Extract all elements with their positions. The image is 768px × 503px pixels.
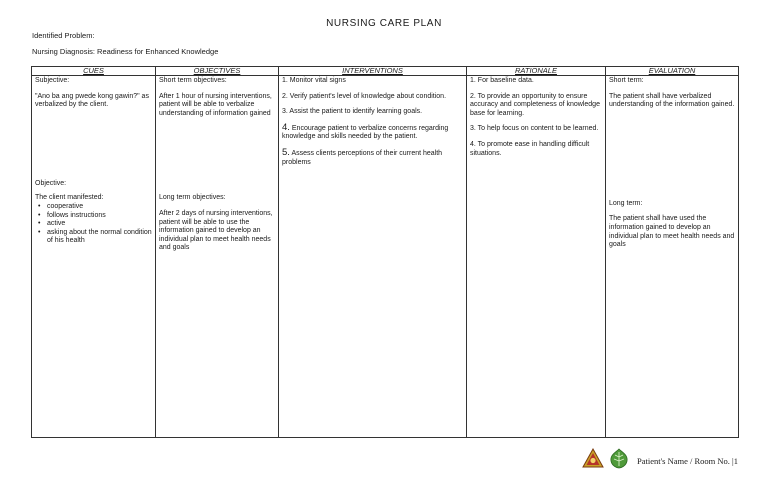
subjective-label: Subjective: — [35, 77, 70, 84]
long-term-objectives-label: Long term objectives: — [159, 194, 226, 202]
item-text: Encourage patient to verbalize concerns regarding knowledge and skills needed by the patient. — [282, 124, 449, 141]
objective-list — [35, 203, 152, 246]
short-term-objectives-label: Short term objectives: — [159, 77, 227, 84]
rationale-item — [470, 141, 602, 158]
item-number: 2. — [470, 92, 476, 100]
item-text: Verify patient's level of knowledge about condition. — [289, 92, 447, 100]
item-text: Monitor vital signs — [289, 77, 346, 84]
header-interventions: INTERVENTIONS — [279, 67, 467, 76]
short-term-objectives-text: After 1 hour of nursing interventions, patient will be able to verbalize understanding of information gained — [159, 92, 272, 117]
intervention-item — [282, 146, 463, 167]
item-number: 3. — [282, 108, 288, 116]
item-text: Assess clients perceptions of their current health problems — [282, 149, 443, 166]
long-term-evaluation-label: Long term: — [609, 199, 643, 207]
intervention-item — [282, 121, 463, 142]
identified-problem: Identified Problem: — [32, 31, 95, 40]
rationale-item — [470, 125, 602, 134]
item-text: For baseline data. — [477, 77, 534, 84]
header-objectives: OBJECTIVES — [156, 67, 279, 76]
list-item: • cooperative — [47, 203, 152, 212]
rationale-item — [470, 93, 602, 119]
document-title: NURSING CARE PLAN — [326, 18, 442, 29]
table-row — [32, 76, 739, 438]
subjective-text: "Ano ba ang pwede kong gawin?" as verbalized by the client. — [35, 92, 149, 109]
footer-patient-room: Patient's Name / Room No. |1 — [637, 455, 738, 466]
page-footer — [582, 447, 738, 474]
item-text: To promote ease in handling difficult situations. — [470, 140, 590, 157]
long-term-evaluation-text: The patient shall have used the information gained to develop an individual plan to meet health needs and goals — [609, 215, 735, 249]
item-number: 1. — [282, 77, 288, 84]
item-text: To help focus on content to be learned. — [477, 125, 599, 133]
item-text: To provide an opportunity to ensure accuracy and completeness of knowledge base for learning. — [470, 92, 600, 117]
list-item: • active — [47, 220, 152, 229]
item-number: 2. — [282, 92, 288, 100]
triangle-seal-icon — [582, 448, 604, 473]
rationale-item — [470, 77, 602, 86]
intervention-item — [282, 77, 463, 86]
short-term-evaluation-text: The patient shall have verbalized understanding of the information gained. — [609, 92, 735, 109]
intervention-item — [282, 108, 463, 117]
header-cues: CUES — [32, 67, 156, 76]
objective-intro: The client manifested: — [35, 194, 104, 202]
item-number: 4. — [282, 121, 290, 133]
list-item: • asking about the normal condition of his health — [47, 229, 152, 246]
objectives-cell — [156, 76, 279, 438]
long-term-objectives-text: After 2 days of nursing interventions, patient will be able to use the information gained to develop an individual plan to meet health needs and goals — [159, 209, 273, 252]
table-header-row — [32, 67, 739, 76]
cues-cell — [32, 76, 156, 438]
intervention-item — [282, 93, 463, 102]
objective-label: Objective: — [35, 179, 67, 187]
leaf-crest-icon — [608, 447, 630, 474]
short-term-evaluation-label: Short term: — [609, 77, 644, 84]
header-evaluation: EVALUATION — [606, 67, 739, 76]
item-number: 3. — [470, 125, 476, 133]
care-plan-table — [31, 66, 739, 438]
item-text: Assist the patient to identify learning goals. — [289, 108, 423, 116]
rationale-cell — [467, 76, 606, 438]
header-rationale: RATIONALE — [467, 67, 606, 76]
list-item: • follows instructions — [47, 212, 152, 221]
item-number: 1. — [470, 77, 476, 84]
nursing-diagnosis: Nursing Diagnosis: Readiness for Enhanced Knowledge — [32, 47, 219, 56]
item-number: 4. — [470, 140, 476, 148]
item-number: 5. — [282, 146, 290, 158]
evaluation-cell — [606, 76, 739, 438]
interventions-cell — [279, 76, 467, 438]
